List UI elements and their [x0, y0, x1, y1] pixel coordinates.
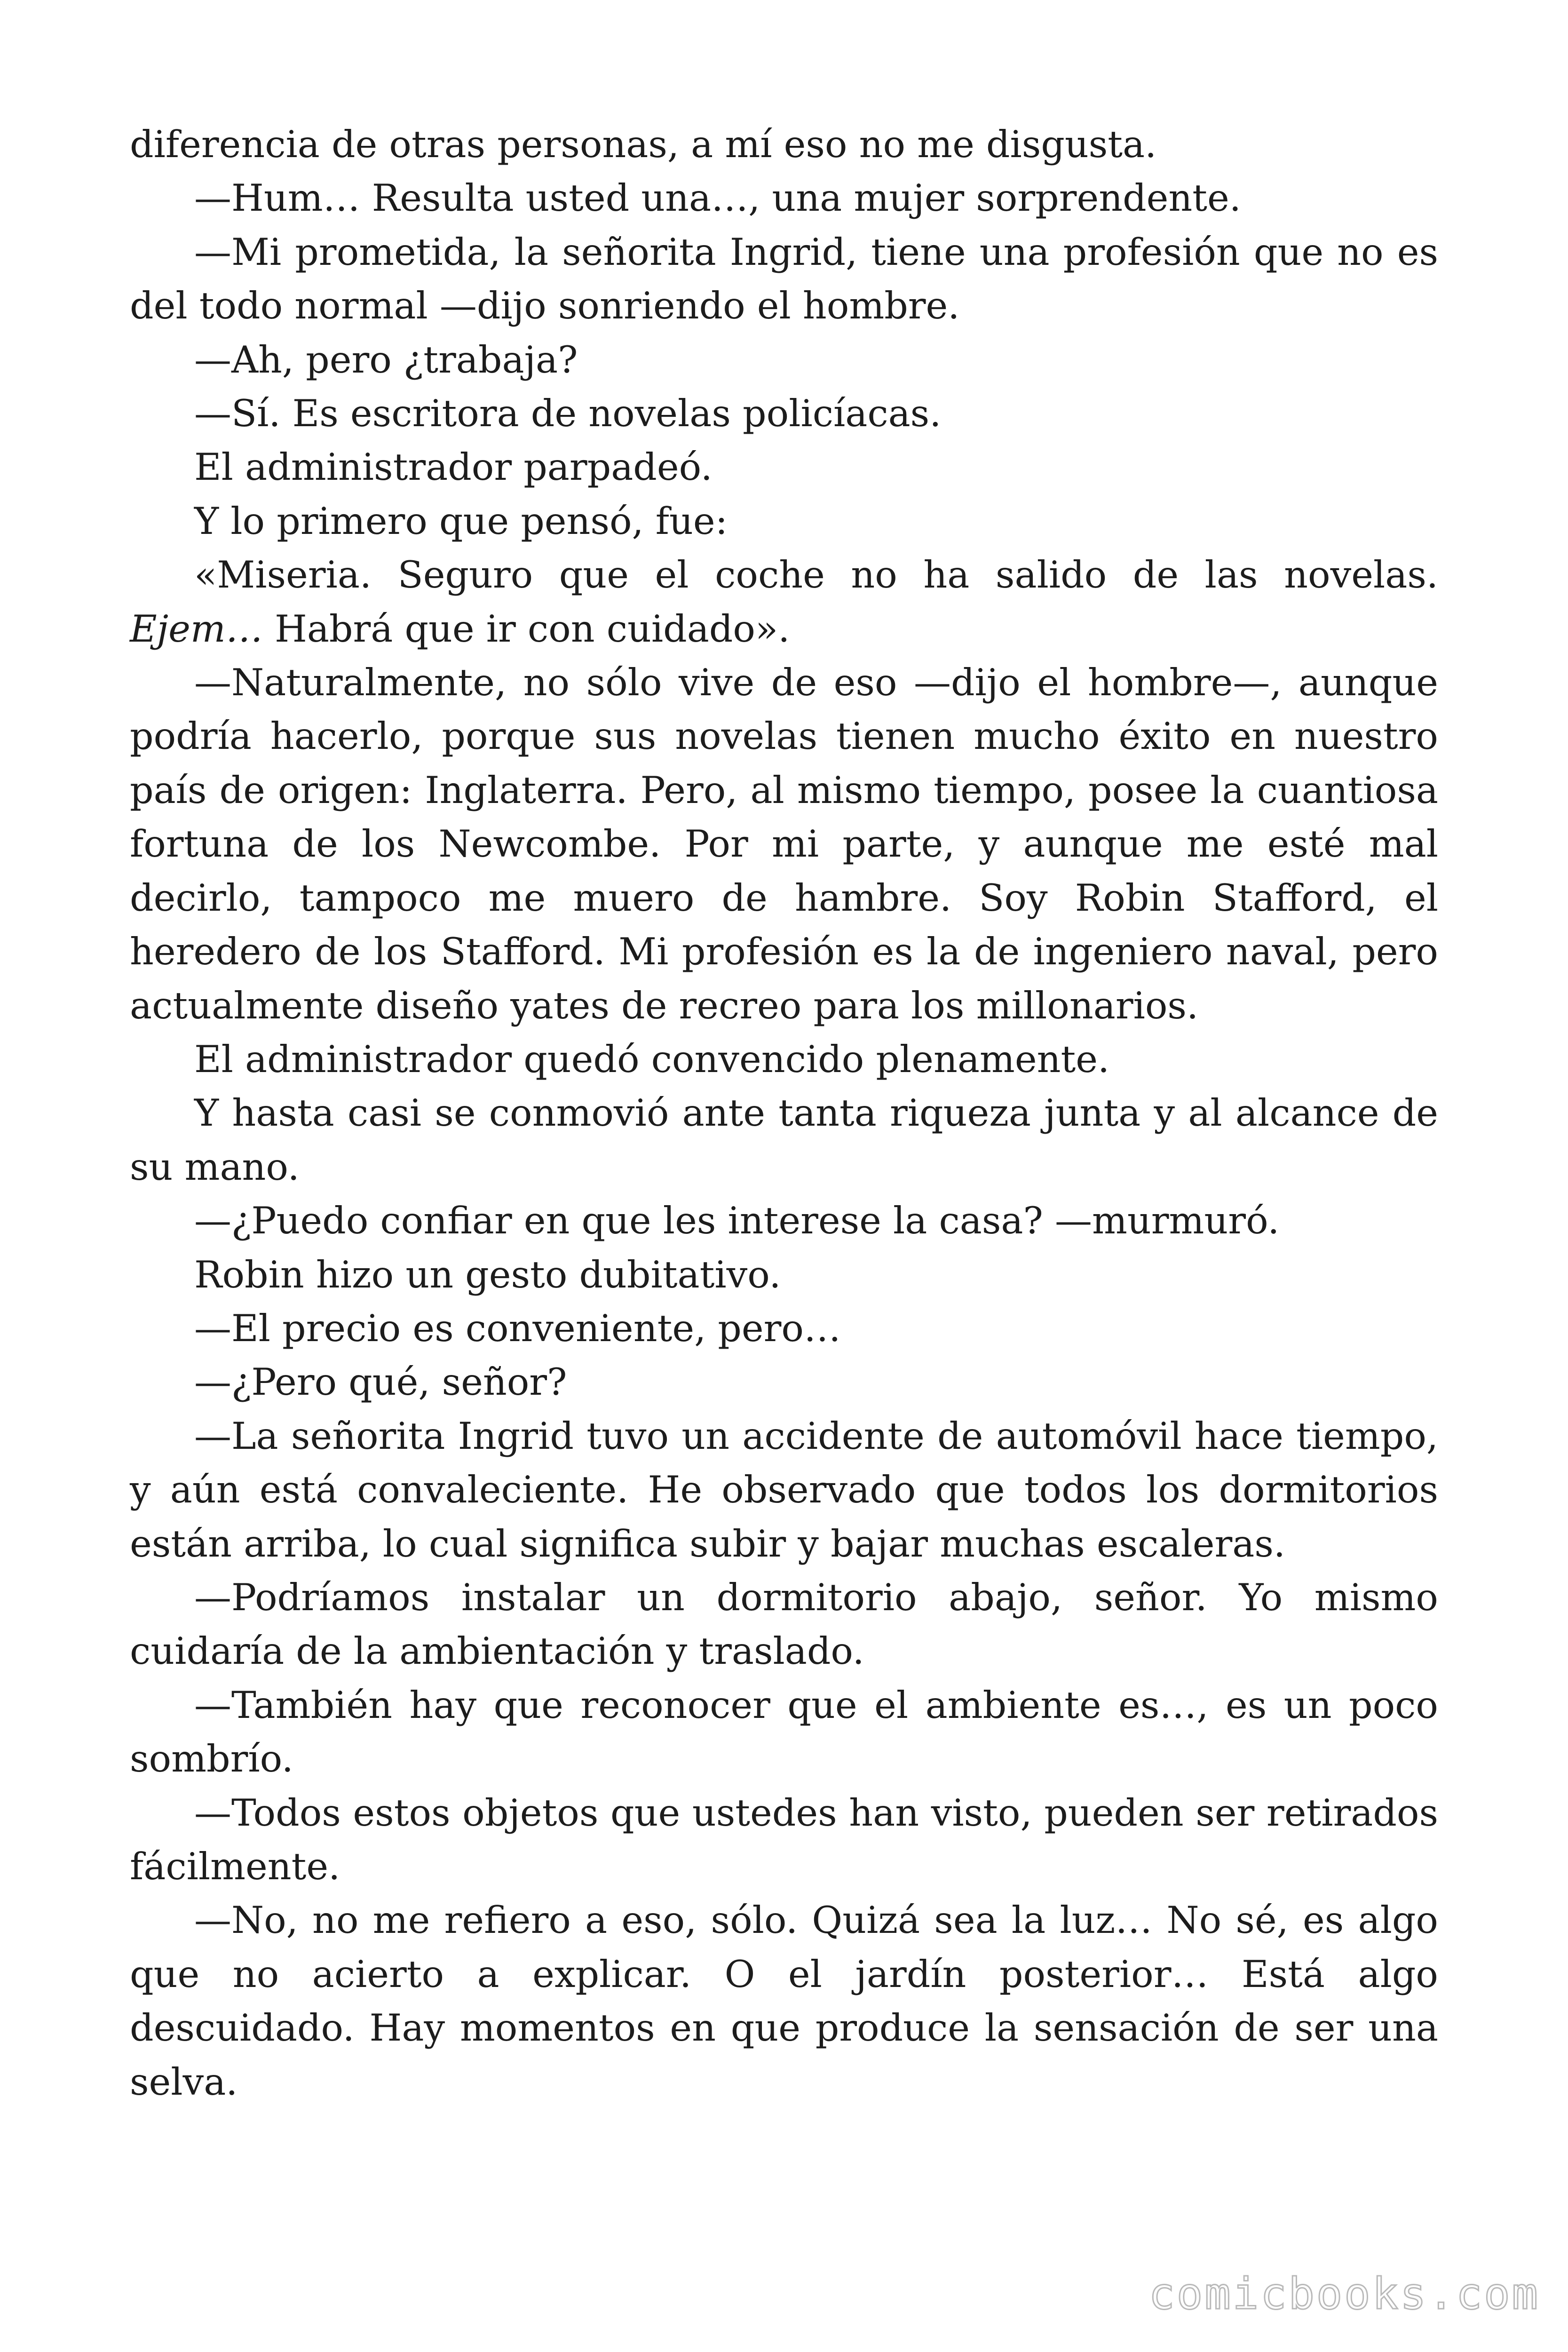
- paragraph-text: Habrá que ir con cuidado».: [262, 607, 790, 651]
- paragraph: —Hum… Resulta usted una…, una mujer sorprendente.: [194, 176, 1241, 220]
- paragraph: Y hasta casi se conmovió ante tanta riqueza junta y al alcance de su mano.: [130, 1091, 1438, 1189]
- paragraph: —¿Puedo confiar en que les interese la casa? —murmuró.: [194, 1199, 1280, 1243]
- page-text: [130, 118, 1438, 2109]
- paragraph-text: «Miseria. Seguro que el coche no ha salido de las novelas.: [194, 553, 1438, 597]
- paragraph: diferencia de otras personas, a mí eso no me disgusta.: [130, 123, 1157, 166]
- paragraph: El administrador quedó convencido plenamente.: [194, 1037, 1110, 1081]
- paragraph: —Sí. Es escritora de novelas policíacas.: [194, 392, 942, 436]
- italic-text: Ejem…: [130, 607, 263, 651]
- paragraph: —La señorita Ingrid tuvo un accidente de automóvil hace tiempo, y aún está convaleciente. He observado que todos los dormitorios están arriba, lo cual significa subir y bajar muchas escaleras.: [130, 1414, 1438, 1565]
- paragraph: —Ah, pero ¿trabaja?: [194, 338, 578, 381]
- paragraph: —No, no me refiero a eso, sólo. Quizá sea la luz… No sé, es algo que no acierto a explicar. O el jardín posterior… Está algo descuidado. Hay momentos en que produce la sensación de ser una selva.: [130, 1899, 1438, 2104]
- paragraph: El administrador parpadeó.: [194, 445, 713, 489]
- paragraph: —¿Pero qué, señor?: [194, 1360, 567, 1404]
- paragraph: —Podríamos instalar un dormitorio abajo, señor. Yo mismo cuidaría de la ambientación y traslado.: [130, 1575, 1438, 1673]
- paragraph: —El precio es conveniente, pero…: [194, 1306, 841, 1350]
- paragraph: Y lo primero que pensó, fue:: [194, 499, 728, 543]
- paragraph: Robin hizo un gesto dubitativo.: [194, 1253, 781, 1296]
- paragraph: —Mi prometida, la señorita Ingrid, tiene una profesión que no es del todo normal —dijo sonriendo el hombre.: [130, 230, 1438, 328]
- paragraph: [130, 548, 1438, 656]
- paragraph: —Todos estos objetos que ustedes han visto, pueden ser retirados fácilmente.: [130, 1791, 1438, 1888]
- paragraph: —Naturalmente, no sólo vive de eso —dijo el hombre—, aunque podría hacerlo, porque sus novelas tienen mucho éxito en nuestro país de origen: Inglaterra. Pero, al mismo tiempo, posee la cuantiosa fortuna de los Newcombe. Por mi parte, y aunque me esté mal decirlo, tampoco me muero de hambre. Soy Robin Stafford, el heredero de los Stafford. Mi profesión es la de ingeniero naval, pero actualmente diseño yates de recreo para los millonarios.: [130, 661, 1438, 1027]
- paragraph: —También hay que reconocer que el ambiente es…, es un poco sombrío.: [130, 1683, 1438, 1781]
- watermark: comicbooks.com: [1148, 2269, 1540, 2319]
